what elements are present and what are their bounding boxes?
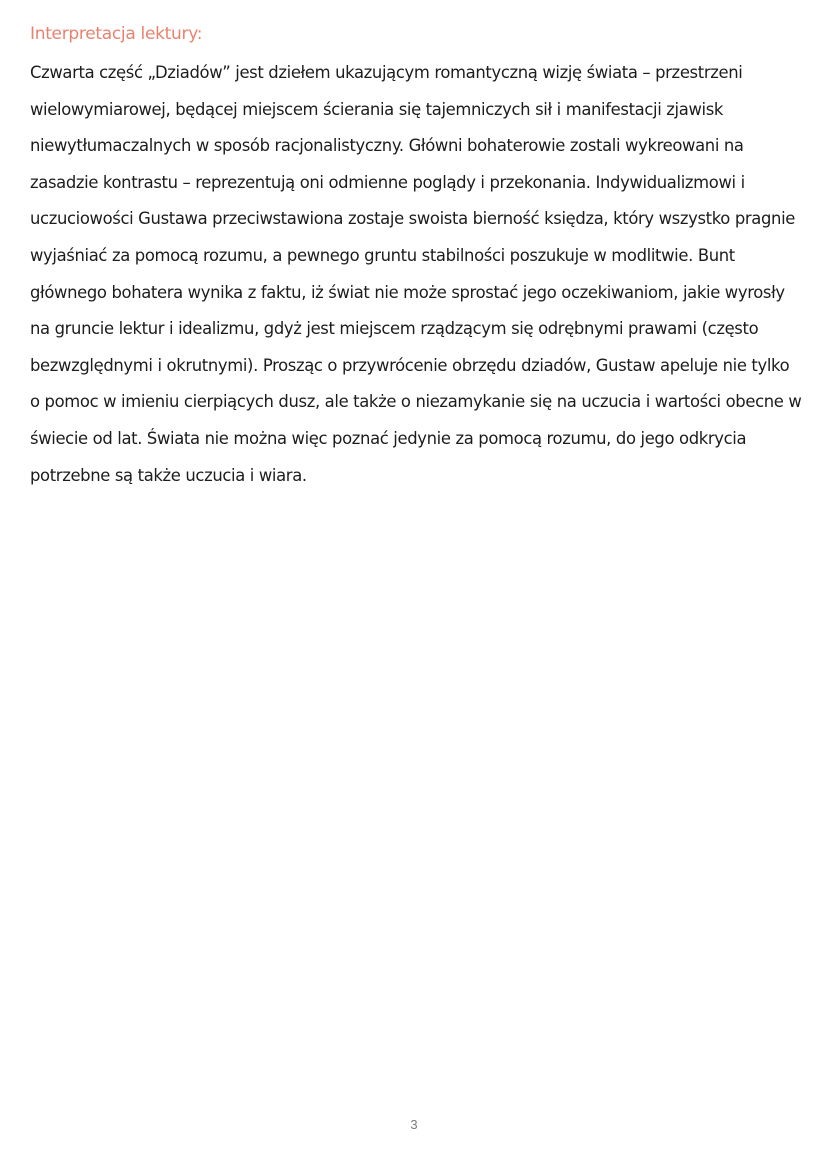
page-number: 3 xyxy=(410,1117,418,1132)
section-heading: Interpretacja lektury: xyxy=(30,24,203,44)
body-paragraph: Czwarta część „Dziadów” jest dziełem ukazującym romantyczną wizję świata – przestrzeni wielowymiarowej, będącej miejscem ścierania się tajemniczych sił i manifestacji zjawisk niewytłumaczalnych w sposób racjonalistyczny. Główni bohaterowie zostali wykreowani na zasadzie kontrastu – reprezentują oni odmienne poglądy i przekonania. Indywidualizmowi i uczuciowości Gustawa przeciwstawiona zostaje swoista bierność księdza, który wszystko pragnie wyjaśniać za pomocą rozumu, a pewnego gruntu stabilności poszukuje w modlitwie. Bunt głównego bohatera wynika z faktu, iż świat nie może sprostać jego oczekiwaniom, jakie wyrosły na gruncie lektur i idealizmu, gdyż jest miejscem rządzącym się odrębnymi prawami (często bezwzględnymi i okrutnymi). Prosząc o przywrócenie obrzędu dziadów, Gustaw apeluje nie tylko o pomoc w imieniu cierpiących dusz, ale także o niezamykanie się na uczucia i wartości obecne w świecie od lat. Świata nie można więc poznać jedynie za pomocą rozumu, do jego odkrycia potrzebne są także uczucia i wiara. xyxy=(30,63,802,485)
